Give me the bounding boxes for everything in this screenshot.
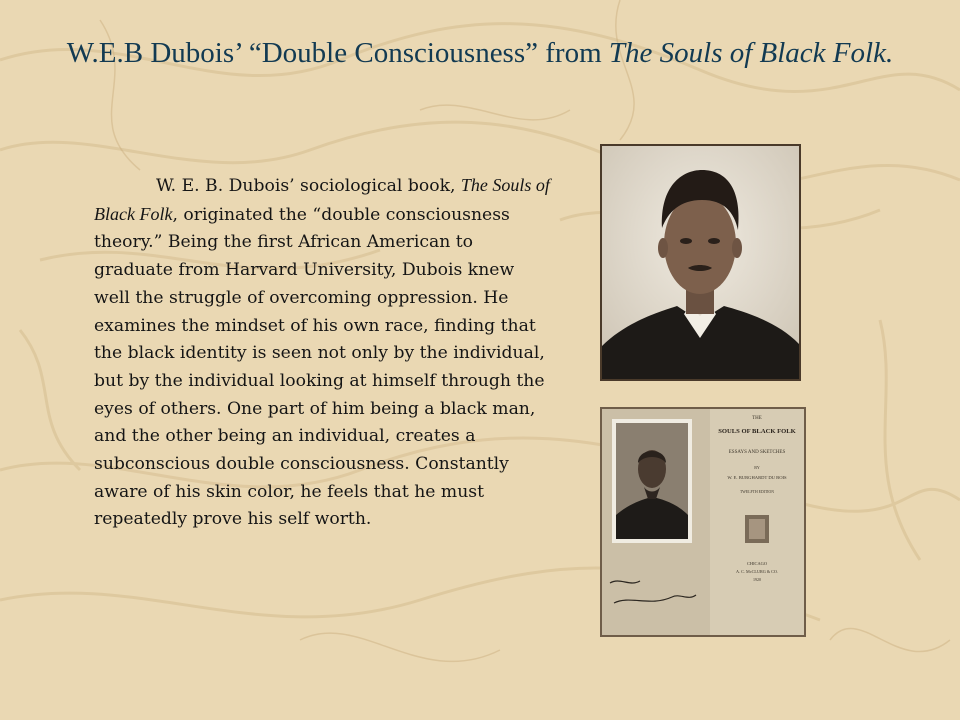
book-title-page-photo bbox=[600, 407, 806, 637]
book-page-heading: SOULS OF BLACK FOLK bbox=[718, 428, 796, 435]
body-text-start: W. E. B. Dubois’ sociological book, bbox=[156, 176, 461, 196]
title-book-name: The Souls of Black Folk. bbox=[608, 37, 894, 69]
body-text-rest: , originated the “double consciousness theory.” Being the first African American to graduate from Harvard University, Dubois knew well the struggle of overcoming oppression. He examines the mindset of his own race, finding that the black identity is seen not only by the individual, but by the individual looking at himself through the eyes of others. One part of him being a black man, and the other being an individual, creates a subconscious double consciousness. Constantly aware of his skin color, he feels that he must repeatedly prove his self worth. bbox=[94, 204, 545, 530]
book-page-city: CHICAGO bbox=[746, 561, 768, 566]
book-page-publisher: A. C. McCLURG & CO. bbox=[736, 569, 778, 574]
body-book-name: The Souls of Black Folk bbox=[94, 175, 550, 224]
book-page-the: THE bbox=[752, 416, 762, 421]
book-page-edition: TWELFTH EDITION bbox=[739, 490, 775, 494]
slide-title bbox=[40, 34, 920, 73]
book-page-author: W. E. BURGHARDT DU BOIS bbox=[727, 475, 787, 480]
portrait-photo bbox=[600, 144, 801, 381]
book-page-year: 1920 bbox=[753, 577, 761, 582]
book-page-subtitle: ESSAYS AND SKETCHES bbox=[728, 450, 786, 455]
title-text: W.E.B Dubois’ “Double Consciousness” from bbox=[66, 37, 609, 69]
book-page-by: BY bbox=[754, 465, 760, 470]
body-paragraph bbox=[94, 172, 554, 534]
portrait-image bbox=[602, 146, 799, 379]
book-image bbox=[600, 407, 806, 637]
